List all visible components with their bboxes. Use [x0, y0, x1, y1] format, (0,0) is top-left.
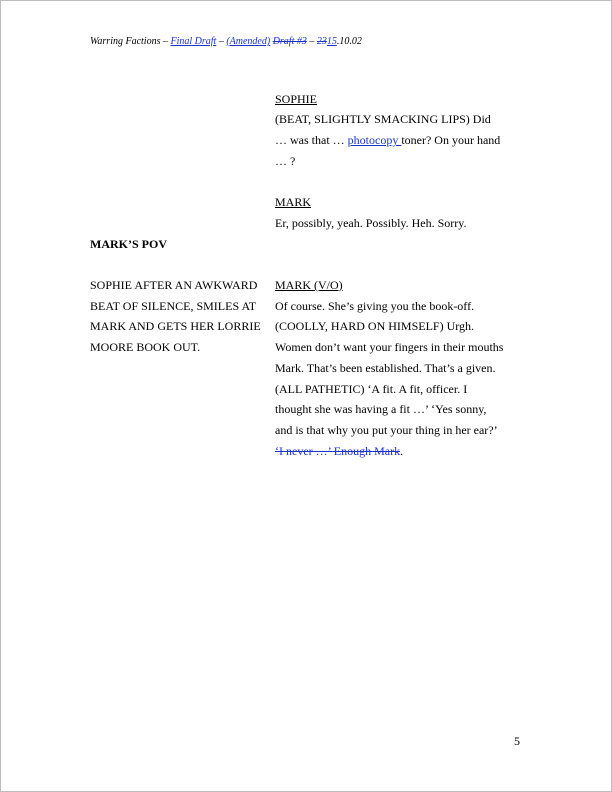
header-separator: –: [216, 36, 227, 47]
deleted-line-period: .: [400, 444, 404, 458]
sophie-dialogue-line-1: (BEAT, SLIGHTLY SMACKING LIPS) Did: [275, 112, 491, 126]
sophie-dialogue-line-2-pre: … was that …: [275, 133, 348, 147]
header-date-rest: .10.02: [336, 36, 362, 47]
sophie-dialogue-line-3: … ?: [275, 154, 296, 168]
character-name-mark: MARK: [275, 195, 312, 209]
header-date-inserted: 15: [326, 36, 337, 47]
sophie-dialogue-line-2-post: toner? On your hand: [401, 133, 501, 147]
mark-vo-line-4: Mark. That’s been established. That’s a given.: [275, 361, 496, 375]
header-draft-deleted: Draft #3: [272, 36, 307, 47]
action-line-4: MOORE BOOK OUT.: [90, 340, 201, 354]
header-date-deleted: 23: [316, 36, 327, 47]
header-title: Warring Factions –: [90, 36, 171, 47]
mark-dialogue-line-1: Er, possibly, yeah. Possibly. Heh. Sorry.: [275, 216, 467, 230]
character-name-mark-vo: MARK (V/O): [275, 278, 343, 292]
mark-vo-line-6: thought she was having a fit …’ ‘Yes sonny,: [275, 402, 487, 416]
deleted-text: ‘I never …’ Enough Mark: [275, 444, 401, 458]
page-number: 5: [514, 734, 520, 748]
mark-vo-line-5: (ALL PATHETIC) ‘A fit. A fit, officer. I: [275, 382, 468, 396]
header-separator-2: –: [306, 36, 317, 47]
header-amended-inserted: (Amended): [226, 36, 271, 47]
character-name-sophie: SOPHIE: [275, 92, 318, 106]
running-header: [90, 36, 362, 48]
mark-vo-deleted-line: [275, 444, 403, 459]
mark-vo-line-3: Women don’t want your fingers in their mouths: [275, 340, 504, 354]
action-line-3: MARK AND GETS HER LORRIE: [90, 319, 261, 333]
sophie-dialogue-line-2: [275, 133, 500, 148]
mark-vo-line-1: Of course. She’s giving you the book-off.: [275, 299, 475, 313]
header-final-draft-inserted: Final Draft: [170, 36, 217, 47]
action-line-2: BEAT OF SILENCE, SMILES AT: [90, 299, 257, 313]
mark-vo-line-7: and is that why you put your thing in her ear?’: [275, 423, 498, 437]
photocopy-link[interactable]: photocopy: [347, 133, 402, 147]
pov-heading: MARK’S POV: [90, 237, 167, 251]
mark-vo-line-2: (COOLLY, HARD ON HIMSELF) Urgh.: [275, 319, 475, 333]
action-line-1: SOPHIE AFTER AN AWKWARD: [90, 278, 258, 292]
